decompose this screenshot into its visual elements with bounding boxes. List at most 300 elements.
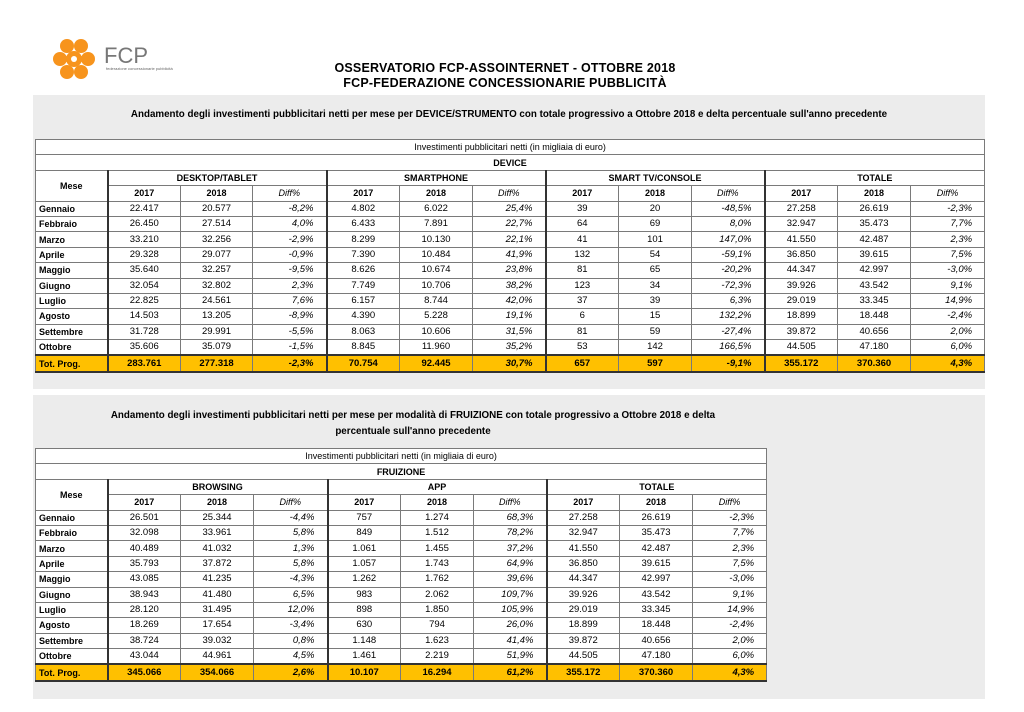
value-cell: 32.256 <box>181 232 253 247</box>
value-cell: 44.961 <box>181 649 254 665</box>
month-cell: Febbraio <box>36 525 108 540</box>
diff-cell: 4,3% <box>911 355 985 371</box>
diff-cell: -0,9% <box>253 247 327 262</box>
value-cell: 28.120 <box>108 602 181 617</box>
diff-cell: 7,6% <box>253 293 327 308</box>
value-cell: 29.019 <box>765 293 838 308</box>
value-cell: 657 <box>546 355 619 371</box>
month-cell: Aprile <box>36 556 108 571</box>
diff-cell: -20,2% <box>692 263 765 278</box>
value-cell: 1.512 <box>401 525 474 540</box>
value-cell: 1.061 <box>328 541 401 556</box>
flower-logo-icon <box>42 30 172 90</box>
diff-cell: -4,4% <box>254 510 328 525</box>
total-row <box>36 355 985 371</box>
value-cell: 31.495 <box>181 602 254 617</box>
diff-cell: -3,0% <box>911 263 985 278</box>
column-header-2017: 2017 <box>328 495 401 510</box>
value-cell: 47.180 <box>838 340 911 356</box>
diff-cell: 25,4% <box>473 201 546 216</box>
diff-cell: 9,1% <box>911 278 985 293</box>
column-header-diff: Diff% <box>473 186 546 201</box>
value-cell: 33.345 <box>620 602 693 617</box>
value-cell: 2.219 <box>401 649 474 665</box>
value-cell: 132 <box>546 247 619 262</box>
table-row <box>36 263 985 278</box>
value-cell: 27.258 <box>765 201 838 216</box>
value-cell: 4.802 <box>327 201 400 216</box>
diff-cell: 12,0% <box>254 602 328 617</box>
value-cell: 1.743 <box>401 556 474 571</box>
value-cell: 345.066 <box>108 664 181 680</box>
value-cell: 40.489 <box>108 541 181 556</box>
month-cell: Tot. Prog. <box>36 664 108 680</box>
value-cell: 597 <box>619 355 692 371</box>
column-header-2018: 2018 <box>620 495 693 510</box>
value-cell: 29.077 <box>181 247 253 262</box>
table-row <box>36 340 985 356</box>
diff-cell: 1,3% <box>254 541 328 556</box>
diff-cell: 41,4% <box>474 633 547 648</box>
value-cell: 18.269 <box>108 618 181 633</box>
value-cell: 32.947 <box>765 216 838 231</box>
value-cell: 1.057 <box>328 556 401 571</box>
table-row <box>36 649 767 665</box>
group-header-totale: TOTALE <box>547 479 767 494</box>
column-header-2017: 2017 <box>765 186 838 201</box>
fruizione-table-caption: Investimenti pubblicitari netti (in migliaia di euro) <box>36 449 767 464</box>
value-cell: 20.577 <box>181 201 253 216</box>
value-cell: 10.606 <box>400 324 473 339</box>
value-cell: 38.724 <box>108 633 181 648</box>
value-cell: 69 <box>619 216 692 231</box>
fruizione-section-title: Andamento degli investimenti pubblicitari netti per mese per modalità di FRUIZIONE con totale progressivo a Ottobre 2018 e delta <box>110 410 716 421</box>
value-cell: 10.107 <box>328 664 401 680</box>
month-header: Mese <box>36 479 108 510</box>
group-header-app: APP <box>328 479 547 494</box>
diff-cell: 2,0% <box>693 633 767 648</box>
column-header-2018: 2018 <box>181 186 253 201</box>
value-cell: 10.706 <box>400 278 473 293</box>
value-cell: 41.235 <box>181 572 254 587</box>
value-cell: 22.825 <box>108 293 181 308</box>
diff-cell: 23,8% <box>473 263 546 278</box>
table-row <box>36 525 767 540</box>
value-cell: 26.450 <box>108 216 181 231</box>
table-row <box>36 633 767 648</box>
value-cell: 53 <box>546 340 619 356</box>
column-header-diff: Diff% <box>692 186 765 201</box>
value-cell: 7.390 <box>327 247 400 262</box>
value-cell: 39.872 <box>547 633 620 648</box>
diff-cell: 42,0% <box>473 293 546 308</box>
diff-cell: -8,2% <box>253 201 327 216</box>
value-cell: 39 <box>619 293 692 308</box>
value-cell: 39.615 <box>620 556 693 571</box>
value-cell: 33.345 <box>838 293 911 308</box>
logo-text: FCP <box>104 43 148 68</box>
value-cell: 81 <box>546 324 619 339</box>
value-cell: 1.455 <box>401 541 474 556</box>
value-cell: 32.257 <box>181 263 253 278</box>
value-cell: 20 <box>619 201 692 216</box>
value-cell: 7.891 <box>400 216 473 231</box>
diff-cell: -2,4% <box>693 618 767 633</box>
value-cell: 354.066 <box>181 664 254 680</box>
diff-cell: 7,7% <box>911 216 985 231</box>
value-cell: 38.943 <box>108 587 181 602</box>
value-cell: 8.063 <box>327 324 400 339</box>
diff-cell: 4,0% <box>253 216 327 231</box>
table-row <box>36 587 767 602</box>
column-header-2018: 2018 <box>838 186 911 201</box>
table-row <box>36 309 985 324</box>
value-cell: 39.615 <box>838 247 911 262</box>
value-cell: 142 <box>619 340 692 356</box>
month-cell: Giugno <box>36 278 108 293</box>
value-cell: 54 <box>619 247 692 262</box>
month-cell: Agosto <box>36 309 108 324</box>
column-header-2018: 2018 <box>619 186 692 201</box>
value-cell: 39.032 <box>181 633 254 648</box>
value-cell: 1.274 <box>401 510 474 525</box>
diff-cell: 5,8% <box>254 525 328 540</box>
diff-cell: 64,9% <box>474 556 547 571</box>
month-cell: Maggio <box>36 263 108 278</box>
value-cell: 92.445 <box>400 355 473 371</box>
diff-cell: 6,0% <box>911 340 985 356</box>
diff-cell: 26,0% <box>474 618 547 633</box>
diff-cell: 4,5% <box>254 649 328 665</box>
total-row <box>36 664 767 680</box>
value-cell: 29.991 <box>181 324 253 339</box>
diff-cell: 22,1% <box>473 232 546 247</box>
diff-cell: -72,3% <box>692 278 765 293</box>
value-cell: 277.318 <box>181 355 253 371</box>
diff-cell: 14,9% <box>693 602 767 617</box>
diff-cell: -59,1% <box>692 247 765 262</box>
value-cell: 65 <box>619 263 692 278</box>
value-cell: 43.085 <box>108 572 181 587</box>
table-row <box>36 278 985 293</box>
value-cell: 1.262 <box>328 572 401 587</box>
value-cell: 37.872 <box>181 556 254 571</box>
value-cell: 32.947 <box>547 525 620 540</box>
diff-cell: -5,5% <box>253 324 327 339</box>
value-cell: 1.850 <box>401 602 474 617</box>
column-header-diff: Diff% <box>474 495 547 510</box>
column-header-diff: Diff% <box>253 186 327 201</box>
value-cell: 6.157 <box>327 293 400 308</box>
value-cell: 33.210 <box>108 232 181 247</box>
value-cell: 1.623 <box>401 633 474 648</box>
diff-cell: 38,2% <box>473 278 546 293</box>
diff-cell: 6,5% <box>254 587 328 602</box>
diff-cell: 31,5% <box>473 324 546 339</box>
device-table-caption: Investimenti pubblicitari netti (in migliaia di euro) <box>36 140 985 155</box>
value-cell: 14.503 <box>108 309 181 324</box>
value-cell: 4.390 <box>327 309 400 324</box>
value-cell: 370.360 <box>620 664 693 680</box>
value-cell: 27.258 <box>547 510 620 525</box>
value-cell: 2.062 <box>401 587 474 602</box>
value-cell: 34 <box>619 278 692 293</box>
diff-cell: 7,7% <box>693 525 767 540</box>
month-header: Mese <box>36 170 108 201</box>
table-row <box>36 324 985 339</box>
month-cell: Gennaio <box>36 510 108 525</box>
table-row <box>36 602 767 617</box>
diff-cell: 68,3% <box>474 510 547 525</box>
value-cell: 22.417 <box>108 201 181 216</box>
diff-cell: -9,1% <box>692 355 765 371</box>
value-cell: 32.802 <box>181 278 253 293</box>
value-cell: 123 <box>546 278 619 293</box>
value-cell: 7.749 <box>327 278 400 293</box>
column-header-2018: 2018 <box>181 495 254 510</box>
group-header-browsing: BROWSING <box>108 479 328 494</box>
month-cell: Tot. Prog. <box>36 355 108 371</box>
month-cell: Luglio <box>36 602 108 617</box>
month-cell: Luglio <box>36 293 108 308</box>
diff-cell: -8,9% <box>253 309 327 324</box>
value-cell: 70.754 <box>327 355 400 371</box>
value-cell: 42.997 <box>838 263 911 278</box>
group-header-desktop: DESKTOP/TABLET <box>108 170 327 185</box>
diff-cell: -2,9% <box>253 232 327 247</box>
diff-cell: -9,5% <box>253 263 327 278</box>
value-cell: 630 <box>328 618 401 633</box>
column-header-2017: 2017 <box>108 495 181 510</box>
month-cell: Giugno <box>36 587 108 602</box>
value-cell: 101 <box>619 232 692 247</box>
column-header-2017: 2017 <box>108 186 181 201</box>
value-cell: 40.656 <box>838 324 911 339</box>
table-row <box>36 618 767 633</box>
value-cell: 25.344 <box>181 510 254 525</box>
value-cell: 41.480 <box>181 587 254 602</box>
diff-cell: -4,3% <box>254 572 328 587</box>
value-cell: 39.926 <box>547 587 620 602</box>
column-header-diff: Diff% <box>254 495 328 510</box>
value-cell: 42.487 <box>620 541 693 556</box>
value-cell: 898 <box>328 602 401 617</box>
value-cell: 983 <box>328 587 401 602</box>
value-cell: 39 <box>546 201 619 216</box>
diff-cell: -3,4% <box>254 618 328 633</box>
column-header-2018: 2018 <box>400 186 473 201</box>
value-cell: 35.606 <box>108 340 181 356</box>
diff-cell: 132,2% <box>692 309 765 324</box>
month-cell: Febbraio <box>36 216 108 231</box>
value-cell: 64 <box>546 216 619 231</box>
diff-cell: -3,0% <box>693 572 767 587</box>
value-cell: 42.487 <box>838 232 911 247</box>
month-cell: Settembre <box>36 324 108 339</box>
column-header-diff: Diff% <box>693 495 767 510</box>
diff-cell: 0,8% <box>254 633 328 648</box>
diff-cell: 7,5% <box>693 556 767 571</box>
table-row <box>36 541 767 556</box>
diff-cell: 7,5% <box>911 247 985 262</box>
diff-cell: 2,6% <box>254 664 328 680</box>
value-cell: 355.172 <box>765 355 838 371</box>
device-section-title: Andamento degli investimenti pubblicitari netti per mese per DEVICE/STRUMENTO con totale progressivo a Ottobre 2018 e delta percentuale sull'anno precedente <box>130 109 888 120</box>
column-header-2017: 2017 <box>547 495 620 510</box>
diff-cell: 51,9% <box>474 649 547 665</box>
value-cell: 43.542 <box>620 587 693 602</box>
value-cell: 18.899 <box>547 618 620 633</box>
value-cell: 35.640 <box>108 263 181 278</box>
diff-cell: -2,4% <box>911 309 985 324</box>
value-cell: 44.505 <box>765 340 838 356</box>
value-cell: 1.148 <box>328 633 401 648</box>
table-row <box>36 201 985 216</box>
diff-cell: 35,2% <box>473 340 546 356</box>
diff-cell: 2,3% <box>693 541 767 556</box>
value-cell: 8.626 <box>327 263 400 278</box>
month-cell: Aprile <box>36 247 108 262</box>
value-cell: 44.347 <box>765 263 838 278</box>
diff-cell: 61,2% <box>474 664 547 680</box>
logo-tagline: federazione concessionarie pubblicità <box>106 66 173 71</box>
column-header-2017: 2017 <box>546 186 619 201</box>
fcp-logo <box>42 30 172 90</box>
diff-cell: 2,3% <box>253 278 327 293</box>
diff-cell: 2,0% <box>911 324 985 339</box>
month-cell: Agosto <box>36 618 108 633</box>
value-cell: 35.473 <box>620 525 693 540</box>
value-cell: 36.850 <box>547 556 620 571</box>
value-cell: 29.019 <box>547 602 620 617</box>
value-cell: 8.845 <box>327 340 400 356</box>
diff-cell: 41,9% <box>473 247 546 262</box>
value-cell: 41.550 <box>765 232 838 247</box>
diff-cell: 166,5% <box>692 340 765 356</box>
value-cell: 6.022 <box>400 201 473 216</box>
value-cell: 36.850 <box>765 247 838 262</box>
diff-cell: 39,6% <box>474 572 547 587</box>
diff-cell: 6,3% <box>692 293 765 308</box>
value-cell: 29.328 <box>108 247 181 262</box>
page-subtitle: FCP-FEDERAZIONE CONCESSIONARIE PUBBLICITÀ <box>343 76 667 90</box>
column-header-2018: 2018 <box>401 495 474 510</box>
month-cell: Marzo <box>36 541 108 556</box>
value-cell: 10.674 <box>400 263 473 278</box>
value-cell: 26.619 <box>838 201 911 216</box>
value-cell: 11.960 <box>400 340 473 356</box>
value-cell: 39.926 <box>765 278 838 293</box>
column-header-2017: 2017 <box>327 186 400 201</box>
table-row <box>36 216 985 231</box>
value-cell: 41 <box>546 232 619 247</box>
diff-cell: 105,9% <box>474 602 547 617</box>
value-cell: 26.619 <box>620 510 693 525</box>
value-cell: 47.180 <box>620 649 693 665</box>
month-cell: Ottobre <box>36 649 108 665</box>
value-cell: 42.997 <box>620 572 693 587</box>
value-cell: 35.793 <box>108 556 181 571</box>
month-cell: Settembre <box>36 633 108 648</box>
device-group-label: DEVICE <box>36 155 985 170</box>
value-cell: 13.205 <box>181 309 253 324</box>
diff-cell: -2,3% <box>911 201 985 216</box>
value-cell: 1.461 <box>328 649 401 665</box>
diff-cell: 109,7% <box>474 587 547 602</box>
value-cell: 35.079 <box>181 340 253 356</box>
group-header-smartphone: SMARTPHONE <box>327 170 546 185</box>
value-cell: 43.542 <box>838 278 911 293</box>
value-cell: 370.360 <box>838 355 911 371</box>
value-cell: 849 <box>328 525 401 540</box>
diff-cell: 147,0% <box>692 232 765 247</box>
diff-cell: 8,0% <box>692 216 765 231</box>
diff-cell: -1,5% <box>253 340 327 356</box>
page-title: OSSERVATORIO FCP-ASSOINTERNET - OTTOBRE 2018 <box>334 61 676 75</box>
diff-cell: -27,4% <box>692 324 765 339</box>
diff-cell: 2,3% <box>911 232 985 247</box>
diff-cell: 14,9% <box>911 293 985 308</box>
value-cell: 6 <box>546 309 619 324</box>
table-row <box>36 556 767 571</box>
table-row <box>36 232 985 247</box>
value-cell: 41.550 <box>547 541 620 556</box>
value-cell: 17.654 <box>181 618 254 633</box>
device-table <box>35 139 985 373</box>
diff-cell: 5,8% <box>254 556 328 571</box>
diff-cell: 6,0% <box>693 649 767 665</box>
group-header-totale: TOTALE <box>765 170 985 185</box>
value-cell: 24.561 <box>181 293 253 308</box>
month-cell: Marzo <box>36 232 108 247</box>
diff-cell: 30,7% <box>473 355 546 371</box>
value-cell: 8.299 <box>327 232 400 247</box>
diff-cell: 22,7% <box>473 216 546 231</box>
group-header-smart-tv: SMART TV/CONSOLE <box>546 170 765 185</box>
value-cell: 44.505 <box>547 649 620 665</box>
diff-cell: -48,5% <box>692 201 765 216</box>
month-cell: Gennaio <box>36 201 108 216</box>
value-cell: 43.044 <box>108 649 181 665</box>
table-row <box>36 293 985 308</box>
value-cell: 35.473 <box>838 216 911 231</box>
value-cell: 40.656 <box>620 633 693 648</box>
diff-cell: 37,2% <box>474 541 547 556</box>
value-cell: 37 <box>546 293 619 308</box>
value-cell: 283.761 <box>108 355 181 371</box>
value-cell: 16.294 <box>401 664 474 680</box>
fruizione-section-title-line2: percentuale sull'anno precedente <box>335 426 491 437</box>
value-cell: 41.032 <box>181 541 254 556</box>
value-cell: 6.433 <box>327 216 400 231</box>
value-cell: 27.514 <box>181 216 253 231</box>
value-cell: 8.744 <box>400 293 473 308</box>
diff-cell: 4,3% <box>693 664 767 680</box>
diff-cell: 19,1% <box>473 309 546 324</box>
fruizione-table <box>35 448 767 682</box>
month-cell: Ottobre <box>36 340 108 356</box>
value-cell: 31.728 <box>108 324 181 339</box>
table-row <box>36 510 767 525</box>
value-cell: 10.130 <box>400 232 473 247</box>
value-cell: 1.762 <box>401 572 474 587</box>
value-cell: 5.228 <box>400 309 473 324</box>
value-cell: 757 <box>328 510 401 525</box>
diff-cell: 9,1% <box>693 587 767 602</box>
value-cell: 18.448 <box>838 309 911 324</box>
value-cell: 32.098 <box>108 525 181 540</box>
diff-cell: -2,3% <box>693 510 767 525</box>
